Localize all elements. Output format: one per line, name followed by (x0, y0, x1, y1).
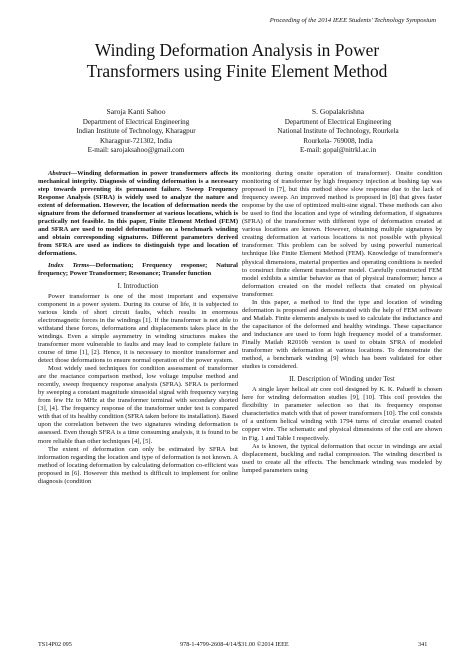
index-terms-label: Index Terms— (48, 261, 96, 269)
author-email: E-mail: gopal@nitrkl.ac.in (299, 145, 377, 154)
abstract-label: Abstract— (48, 170, 78, 177)
paragraph: The extent of deformation can only be estimated by SFRA but information regarding the location and type of deformation is not known. A method of locating deformation by calculating deformation co-efficient was proposed in [6]. However this method is difficult to implement for online diagnosis (condition (38, 445, 238, 485)
paragraph: As is known, the typical deformation that occur in windings are axial displacement, buckling and radial compression. The winding described is used to create all the effects. The benchmark winding was modeled by lumped parameters using (242, 442, 442, 474)
section-heading-introduction: I. Introduction (117, 282, 159, 290)
author-institute: Indian Institute of Technology, Kharagpur (76, 127, 196, 136)
author-block-2 (238, 107, 438, 155)
paragraph: A single layer helical air core coil designed by K. K. Palueff is chosen here for winding deformation studies [9], [10]. This coil provides the flexibility in parameter selection so that its frequency response characteristics match with that of power transformers [10]. The coil consists of a uniform helical winding with 1794 turns of circular enamel coated copper wire. The schematic and physical dimensions of the coil are shown in Fig. 1 and Table I respectively. (242, 386, 442, 442)
author-place: Kharagpur-721302, India (100, 136, 172, 145)
paragraph: Power transformer is one of the most important and expensive component in a power system. During its course of life, it is subjected to various kinds of short circuit faults, which results in enormous electromagnetic forces in the windings [1]. If the transformer is not able to withstand these forces, deformations and displacements takes place in the windings. Even a simple asymmetry in winding structures makes the transformer more vulnerable to faults and may lead to complete failure in course of time [1], [2]. Hence, it is necessary to monitor transformer and detect those deformations to ensure normal operation of the power system. (38, 292, 238, 365)
author-institute: National Institute of Technology, Rourkela (277, 127, 399, 136)
author-block-1 (36, 107, 236, 155)
author-name: Saroja Kanti Sahoo (106, 107, 166, 116)
title-line-1: Winding Deformation Analysis in Power (94, 40, 380, 60)
author-department: Department of Electrical Engineering (82, 118, 190, 127)
author-email: E-mail: sarojaksahoo@gmail.com (87, 145, 185, 154)
author-name: S. Gopalakrishna (311, 107, 365, 116)
author-place: Rourkela- 769008, India (303, 136, 373, 145)
footer-isbn: 978-1-4799-2608-4/14/$31.00 ©2014 IEEE (180, 641, 289, 648)
section-heading-winding: II. Description of Winding under Test (289, 376, 395, 384)
paragraph: In this paper, a method to find the type and location of winding deformation is proposed and demonstrated with the help of FEM software and Matlab. Finite elements analysis is used to calculate the inductance and the capacitance of the deformed and healthy windings. These capacitance and inductance are used to form high frequency model of a transformer. Finally Matlab R2010b version is used to obtain SFRA of modeled transformer with deformation at various locations. To demonstrate the method, a benchmark winding [9] which has been validated for other studies is considered. (242, 298, 442, 371)
abstract (38, 170, 238, 259)
right-column (242, 170, 442, 475)
author-department: Department of Electrical Engineering (284, 118, 392, 127)
proceeding-header: Proceeding of the 2014 IEEE Students' Technology Symposium (269, 17, 436, 24)
title-line-2: Transformers using Finite Element Method (86, 61, 388, 81)
abstract-text: Winding deformation in power transformers affects its mechanical integrity. Diagnosis of winding deformation is a necessary step towards preventing its permanent failure. Sweep Frequency Response Analysis (SFRA) is widely used to analyze the nature and extent of deformation. However, the location of deformation needs the signature from the deformed transformer at various locations, which is practically not feasible. In this paper, Finite Element Method (FEM) and SFRA are used to model deformations on a benchmark winding and obtain corresponding signatures. Different parameters derived from SFRA are used as indices to distinguish type and location of deformations. (38, 170, 238, 258)
footer-page-number: 341 (418, 641, 428, 648)
paragraph: monitoring during onsite operation of transformer). Onsite condition monitoring of transformer by high frequency injection at bushing tap was proposed in [7], but this method show slow response due to the lack of frequency sweep. An improved method is proposed in [8] that gives faster response by the use of optimized multi-sine signal. These methods can also be used to find the location and type of winding deformation, if signatures (SFRA) of the transformer with different type of deformation created at various locations are known. However, obtaining multiple signatures by creating deformation at various locations is not possible with physical transformer. This problem can be solved by using powerful numerical technique like Finite Element Method (FEM). Knowledge of transformer's physical dimensions, material properties and operating conditions is needed to construct finite element transformer model. Carefully constructed FEM model exhibits a similar behavior as that of physical transformer; hence a deformation created on the model reflects that created on physical transformer. (242, 170, 442, 298)
paragraph: Most widely used techniques for condition assessment of transformer are the reactance comparison method, low voltage impulse method and recently, sweep frequency response analysis (SFRA). SFRA is performed by sweeping a constant magnitude sinusoidal signal with frequency varying from few Hz to MHz at the transformer terminal with secondary shorted [3], [4]. The frequency response of the transformer under test is compared with that of its healthy condition (SFRA taken before its installation). Based upon the correlation between the two signatures winding deformation is assessed. Even though SFRA is a time consuming analysis, it is found to be more reliable than other techniques [4], [5]. (38, 365, 238, 445)
footer-paper-id: TS14P02 095 (38, 641, 72, 648)
paper-title (0, 40, 474, 82)
left-column (38, 170, 238, 486)
index-terms (38, 262, 238, 278)
index-terms-text: Deformation; Frequency response; Natural frequency; Power Transformer; Resonance; Transfer function (38, 261, 238, 277)
